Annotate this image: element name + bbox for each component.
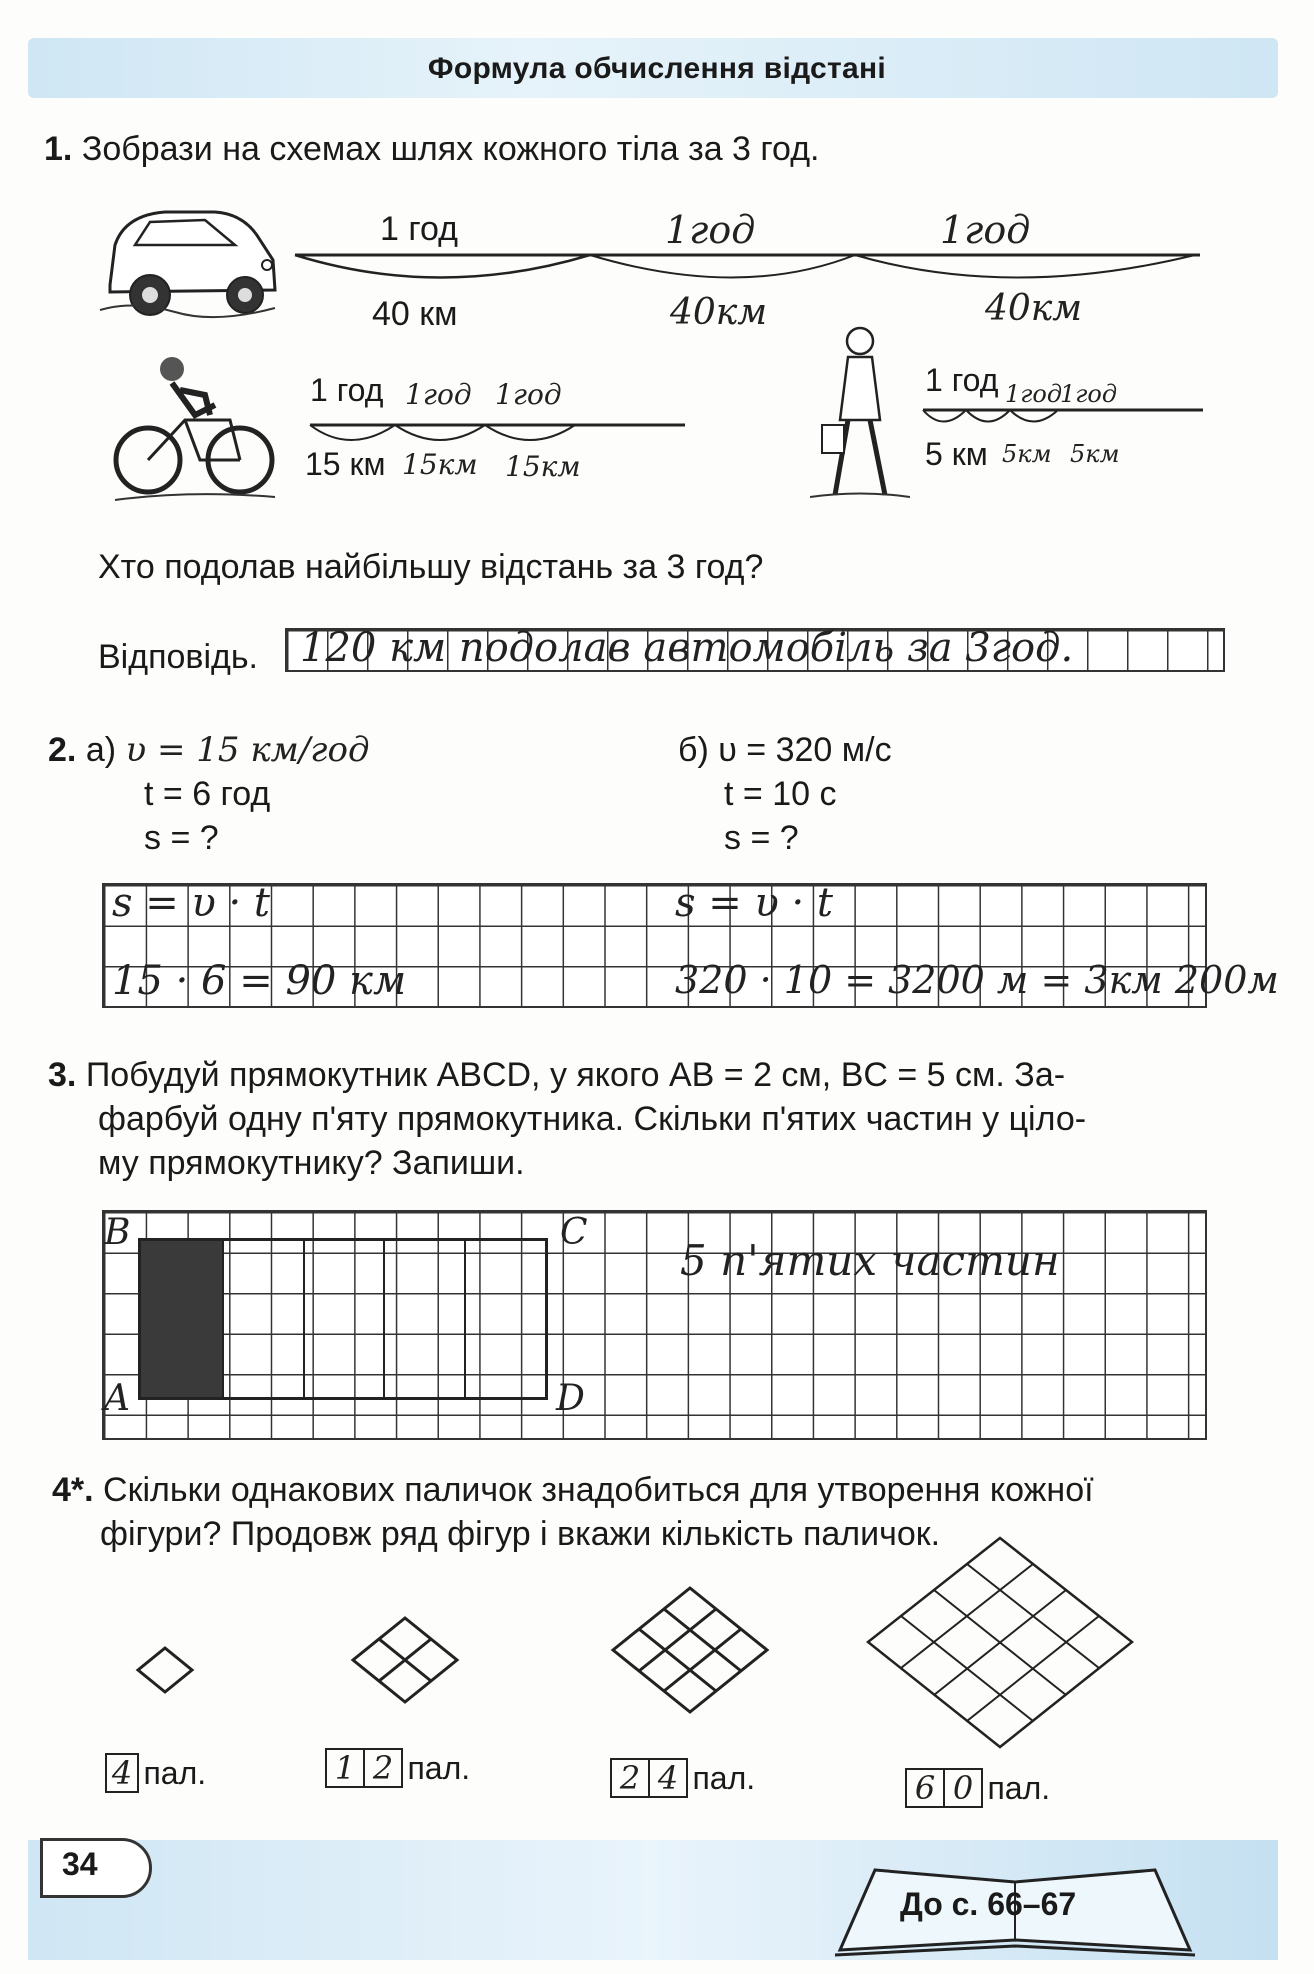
bike-time-hw-3: 1год: [495, 378, 562, 411]
answer-digit: 4: [650, 1758, 688, 1798]
figure-1-rhombus: [130, 1640, 200, 1700]
shaded-fifth: [141, 1241, 222, 1397]
task1-answer-hw: 120 км подолав автомобіль за 3год.: [300, 625, 1074, 671]
figure-1-answer: [105, 1753, 206, 1793]
task2-b-hw-formula: s = υ · t: [675, 880, 834, 926]
page-reference: До с. 66–67: [900, 1886, 1077, 1922]
task2-a-block: [48, 728, 370, 860]
answer-digit: 1: [325, 1748, 365, 1788]
bike-distance-label: 15 км: [305, 446, 386, 482]
task3-line1: Побудуй прямокутник ABCD, у якого AB = 2 см, BC = 5 см. За-: [85, 1056, 1066, 1094]
walker-time-label: 1 год: [925, 362, 999, 398]
car-time-hw-3: 1год: [940, 208, 1031, 252]
bike-time-hw-2: 1год: [405, 378, 472, 411]
task1-question: Хто подолав найбільшу відстань за 3 год?: [98, 548, 764, 586]
unit-label: пал.: [143, 1755, 207, 1791]
figure-3-answer: [610, 1758, 755, 1798]
divider-line: [464, 1241, 466, 1397]
answer-label: Відповідь.: [98, 638, 259, 676]
bike-distance-hw-3: 15км: [505, 450, 581, 483]
vertex-d: D: [556, 1378, 585, 1419]
vertex-a: A: [104, 1378, 130, 1419]
task3-line3: му прямокутнику? Запиши.: [98, 1144, 525, 1182]
figure-2-rhombus: [345, 1610, 465, 1710]
task2-b-t: t = 10 с: [724, 775, 837, 813]
answer-digit: 0: [945, 1768, 983, 1808]
task3-answer-hw: 5 п'ятих частин: [680, 1236, 1060, 1285]
walker-time-hw-2: 1год: [1005, 380, 1063, 408]
task2-a-v: υ = 15 км/год: [125, 730, 370, 770]
task1-heading: [44, 130, 820, 169]
unit-label: пал.: [987, 1770, 1051, 1806]
walker-distance-hw-2: 5км: [1002, 440, 1052, 468]
divider-line: [383, 1241, 385, 1397]
walker-time-hw-3: 1год: [1060, 380, 1118, 408]
answer-digit: 4: [105, 1753, 139, 1793]
task2-a-t: t = 6 год: [144, 775, 271, 813]
task1-prompt: Зобрази на схемах шлях кожного тіла за 3 год.: [81, 130, 820, 168]
cyclist-illustration: [110, 355, 280, 505]
task2-b-block: [678, 728, 892, 860]
walker-illustration: [810, 325, 910, 505]
task4-number: 4*.: [52, 1471, 94, 1509]
car-time-hw-2: 1год: [665, 208, 756, 252]
car-illustration: [95, 200, 285, 320]
unit-label: пал.: [692, 1760, 756, 1796]
page-title: Формула обчислення відстані: [427, 52, 887, 85]
task2-a-label: а): [85, 731, 117, 769]
vertex-c: C: [560, 1212, 588, 1253]
task2-b-v: υ = 320 м/с: [718, 731, 892, 769]
task1-number: 1.: [44, 130, 73, 168]
task2-b-label: б): [678, 731, 709, 769]
task2-b-hw-calc: 320 · 10 = 3200 м = 3км 200м: [675, 958, 1279, 1002]
figure-3-rhombus: [605, 1580, 775, 1720]
task2-number: 2.: [48, 731, 77, 769]
figure-2-answer: [325, 1748, 470, 1788]
answer-digit: 2: [365, 1748, 403, 1788]
answer-digit: 2: [610, 1758, 650, 1798]
task4-line2: фігури? Продовж ряд фігур і вкажи кількість паличок.: [100, 1515, 941, 1553]
walker-distance-hw-3: 5км: [1070, 440, 1120, 468]
car-distance-label: 40 км: [372, 295, 458, 333]
car-distance-hw-3: 40км: [985, 288, 1083, 329]
task3-text: [48, 1053, 1086, 1185]
unit-label: пал.: [407, 1750, 471, 1786]
task4-line1: Скільки однакових паличок знадобиться для утворення кожної: [103, 1471, 1094, 1509]
page-number: 34: [62, 1846, 98, 1882]
task2-b-s: s = ?: [724, 819, 799, 857]
task3-line2: фарбуй одну п'яту прямокутника. Скільки п'ятих частин у ціло-: [98, 1100, 1087, 1138]
task2-a-hw-formula: s = υ · t: [112, 880, 271, 926]
task2-a-hw-calc: 15 · 6 = 90 км: [112, 958, 407, 1004]
divider-line: [303, 1241, 305, 1397]
bike-time-label: 1 год: [310, 372, 384, 408]
figure-4-rhombus: [860, 1530, 1140, 1755]
walker-distance-label: 5 км: [925, 436, 988, 472]
task2-a-s: s = ?: [144, 819, 219, 857]
vertex-b: B: [104, 1212, 131, 1253]
bike-distance-hw-2: 15км: [402, 448, 478, 481]
divider-line: [222, 1241, 224, 1397]
figure-4-answer: [905, 1768, 1050, 1808]
car-distance-hw-2: 40км: [670, 292, 768, 333]
rectangle-abcd: [138, 1238, 548, 1400]
answer-digit: 6: [905, 1768, 945, 1808]
task3-number: 3.: [48, 1056, 77, 1094]
car-time-label: 1 год: [380, 210, 459, 248]
